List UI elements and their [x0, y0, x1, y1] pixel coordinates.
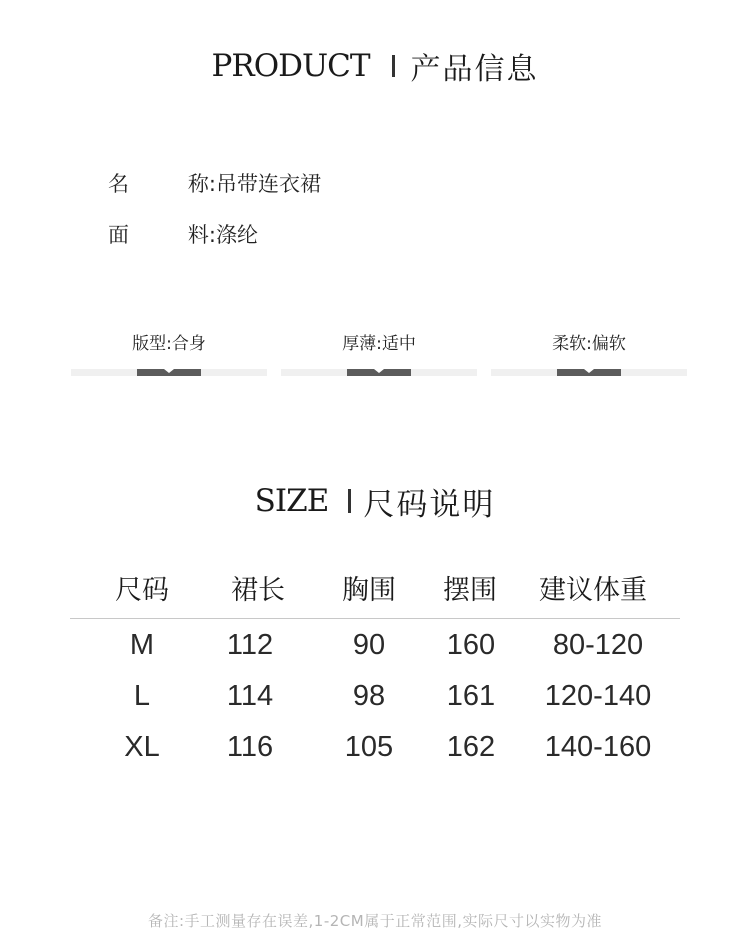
- attribute-bar: [71, 369, 267, 376]
- attribute-thickness: [281, 333, 477, 376]
- table-row: [70, 721, 680, 772]
- size-table: [70, 560, 680, 772]
- attribute-label: 柔软:偏软: [552, 334, 626, 354]
- table-cell: 162: [446, 731, 496, 763]
- table-cell: 120-140: [544, 680, 652, 712]
- heading-divider: [348, 489, 351, 513]
- size-heading-en: SIZE: [254, 483, 329, 519]
- header-cell: 摆围: [443, 575, 497, 606]
- table-row: [70, 619, 680, 670]
- table-cell: 112: [226, 629, 274, 661]
- table-cell: 90: [352, 629, 386, 661]
- info-value: 吊带连衣裙: [216, 172, 321, 196]
- attribute-bar: [281, 369, 477, 376]
- size-table-body: [70, 619, 680, 772]
- header-cell: 尺码: [115, 575, 169, 606]
- size-heading-cn: 尺码说明: [363, 486, 496, 523]
- attribute-softness: [491, 333, 687, 376]
- info-label-char: 称:: [187, 172, 216, 196]
- attribute-bar-notch: [584, 369, 594, 373]
- attribute-bar-notch: [374, 369, 384, 373]
- attribute-fit: [71, 333, 267, 376]
- table-cell: L: [133, 680, 151, 712]
- product-heading-cn: 产品信息: [410, 52, 539, 87]
- table-cell: 114: [226, 680, 274, 712]
- table-cell: 140-160: [544, 731, 652, 763]
- table-cell: 98: [352, 680, 386, 712]
- header-cell: 建议体重: [539, 575, 647, 606]
- table-row: [70, 670, 680, 721]
- table-cell: 161: [446, 680, 496, 712]
- table-cell: 80-120: [552, 629, 644, 661]
- info-row-name: [108, 168, 321, 198]
- size-heading: [0, 478, 750, 524]
- table-cell: 105: [344, 731, 394, 763]
- info-label-char: 料:: [187, 223, 216, 247]
- info-row-material: [108, 219, 258, 249]
- attribute-bar: [491, 369, 687, 376]
- header-cell: 胸围: [342, 575, 396, 606]
- table-cell: 160: [446, 629, 496, 661]
- heading-divider: [392, 55, 395, 77]
- info-label-char: 名: [108, 172, 129, 196]
- attribute-bar-notch: [164, 369, 174, 373]
- size-table-header: [70, 560, 680, 619]
- table-cell: XL: [124, 731, 160, 763]
- table-cell: 116: [226, 731, 274, 763]
- info-value: 涤纶: [216, 223, 258, 247]
- info-label-char: 面: [108, 223, 129, 247]
- header-cell: 裙长: [231, 575, 285, 606]
- footnote: 备注:手工测量存在误差,1-2CM属于正常范围,实际尺寸以实物为准: [147, 912, 602, 930]
- info-label: [108, 219, 216, 249]
- table-cell: M: [129, 629, 155, 661]
- product-heading-en: PRODUCT: [211, 48, 370, 84]
- product-heading: [0, 44, 750, 88]
- attribute-label: 厚薄:适中: [342, 334, 416, 354]
- info-label: [108, 168, 216, 198]
- attribute-label: 版型:合身: [132, 334, 206, 354]
